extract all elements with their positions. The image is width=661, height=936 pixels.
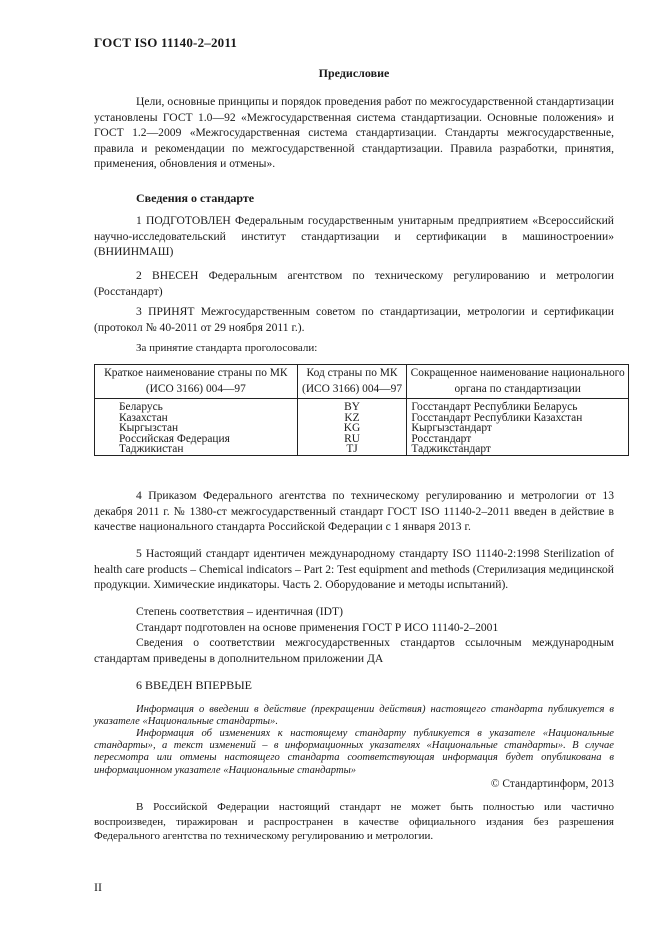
table-cell-body: Госстандарт Республики Казахстан: [407, 413, 629, 424]
references-info: Сведения о соответствии межгосударственных стандартов ссылочным международным стандартам приведены в дополнительном приложении ДА: [94, 636, 614, 665]
table-cell-country: Российская Федерация: [95, 434, 298, 445]
table-header-row: [95, 365, 629, 399]
table-cell-country: Кыргызстан: [95, 423, 298, 434]
table-row: [95, 444, 629, 455]
voting-table: [94, 364, 629, 456]
info-item-3: 3 ПРИНЯТ Межгосударственным советом по стандартизации, метрологии и сертификации (протокол № 40-2011 от 29 ноября 2011 г.).: [94, 305, 614, 334]
notice-introduction: Информация о введении в действие (прекращении действия) настоящего стандарта публикуется в указателе «Национальные стандарты».: [94, 704, 614, 728]
copyright: © Стандартинформ, 2013: [490, 778, 614, 790]
foreword-title: Предисловие: [318, 66, 390, 80]
document-header: ГОСТ ISO 11140-2–2011: [94, 35, 238, 50]
table-cell-body: Росстандарт: [407, 434, 629, 445]
conformity-degree: Степень соответствия – идентичная (IDT): [136, 605, 343, 618]
item-5: 5 Настоящий стандарт идентичен международному стандарту ISO 11140-2:1998 Sterilization of health care products – Chemical indicators – Part 2: Test equipment and methods (Стерилизация медицинской продукции. Химические индикаторы. Часть 2. Оборудование и методы испытаний).: [94, 547, 614, 592]
info-item-2: 2 ВНЕСЕН Федеральным агентством по техническому регулированию и метрологии (Росстандарт): [94, 269, 614, 298]
foreword-intro: Цели, основные принципы и порядок проведения работ по межгосударственной стандартизации установлены ГОСТ 1.0—92 «Межгосударственная система стандартизации. Основные положения» и ГОСТ 1.2—2009 «Межгосударственная система стандартизации. Стандарты межгосударственные, правила и рекомендации по межгосударственной стандартизации. Правила разработки, принятия, применения, обновления и отмены».: [94, 95, 614, 171]
info-title: Сведения о стандарте: [136, 191, 255, 205]
table-cell-body: Таджикстандарт: [407, 444, 629, 455]
table-cell-country: Беларусь: [95, 399, 298, 413]
table-row: [95, 399, 629, 413]
page-number: II: [94, 880, 102, 894]
notice-changes: Информация об изменениях к настоящему стандарту публикуется в указателе «Национальные стандарты», а текст изменений – в информационных указателях «Национальные стандарты». В случае пересмотра или отмены настоящего стандарта соответствующая информация будет опубликована в информационном указателе «Национальные стандарты»: [94, 728, 614, 776]
table-cell-code: RU: [297, 434, 407, 445]
table-header-body: Сокращенное наименование национального органа по стандартизации: [407, 365, 629, 399]
info-item-1: 1 ПОДГОТОВЛЕН Федеральным государственным унитарным предприятием «Всероссийский научно-исследовательский институт стандартизации и сертификации в машиностроении» (ВНИИНМАШ): [94, 214, 614, 259]
table-cell-country: Казахстан: [95, 413, 298, 424]
table-header-country: Краткое наименование страны по МК (ИСО 3166) 004—97: [95, 365, 298, 399]
rights-notice: В Российской Федерации настоящий стандарт не может быть полностью или частично воспроизведен, тиражирован и распространен в качестве официального издания без разрешения Федерального агентства по техническому регулированию и метрологии.: [94, 801, 614, 842]
table-cell-country: Таджикистан: [95, 444, 298, 455]
table-cell-code: TJ: [297, 444, 407, 455]
table-cell-code: BY: [297, 399, 407, 413]
table-cell-body: Госстандарт Республики Беларусь: [407, 399, 629, 413]
table-cell-body: Кыргызстандарт: [407, 423, 629, 434]
table-cell-code: KG: [297, 423, 407, 434]
vote-intro: За принятие стандарта проголосовали:: [136, 342, 318, 354]
prepared-basis: Стандарт подготовлен на основе применения ГОСТ Р ИСО 11140-2–2001: [136, 621, 499, 634]
item-6: 6 ВВЕДЕН ВПЕРВЫЕ: [136, 678, 252, 692]
table-cell-code: KZ: [297, 413, 407, 424]
table-header-code: Код страны по МК (ИСО 3166) 004—97: [297, 365, 407, 399]
item-4: 4 Приказом Федерального агентства по техническому регулированию и метрологии от 13 декабря 2011 г. № 1380-ст межгосударственный стандарт ГОСТ ISO 11140-2–2011 введен в действие в качестве национального стандарта Российской Федерации с 1 января 2013 г.: [94, 489, 614, 534]
